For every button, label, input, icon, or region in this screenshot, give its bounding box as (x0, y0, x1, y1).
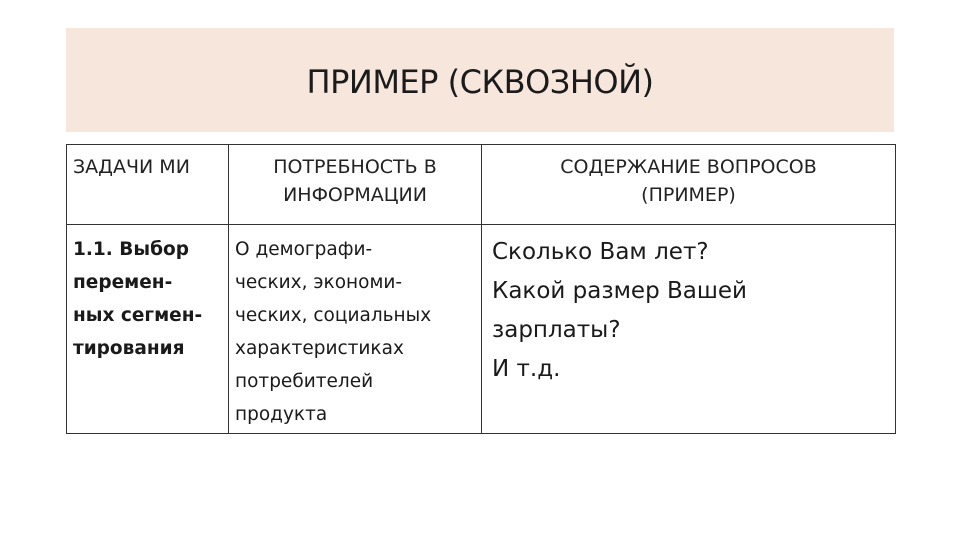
table-row (67, 225, 896, 434)
question-line: Какой размер Вашей (492, 278, 747, 304)
header-info-need-line: ПОТРЕБНОСТЬ В (273, 156, 437, 178)
info-need-line: продукта (235, 404, 328, 425)
header-questions-line: (ПРИМЕР) (641, 184, 736, 206)
header-questions-line: СОДЕРЖАНИЕ ВОПРОСОВ (560, 156, 817, 178)
cell-info-need (229, 225, 482, 434)
header-tasks-line: ЗАДАЧИ МИ (73, 156, 190, 178)
info-need-line: ческих, социальных (235, 305, 432, 326)
info-need-line: ческих, экономи- (235, 272, 403, 293)
task-line: перемен- (73, 272, 173, 293)
table-header-row (67, 145, 896, 225)
task-line: тирования (73, 338, 185, 359)
slide-title: ПРИМЕР (СКВОЗНОЙ) (306, 63, 654, 101)
info-need-line: О демографи- (235, 239, 373, 260)
title-band (66, 28, 894, 132)
header-info-need (229, 145, 482, 225)
question-line: зарплаты? (492, 317, 621, 343)
question-line: И т.д. (492, 356, 561, 382)
task-line: ных сегмен- (73, 305, 203, 326)
header-tasks (67, 145, 229, 225)
question-line: Сколько Вам лет? (492, 239, 709, 265)
info-need-line: потребителей (235, 371, 374, 392)
header-info-need-line: ИНФОРМАЦИИ (283, 184, 427, 206)
cell-task (67, 225, 229, 434)
info-need-line: характеристиках (235, 338, 404, 359)
cell-questions (482, 225, 896, 434)
header-questions (482, 145, 896, 225)
task-line: 1.1. Выбор (73, 239, 189, 260)
content-table (66, 144, 896, 434)
